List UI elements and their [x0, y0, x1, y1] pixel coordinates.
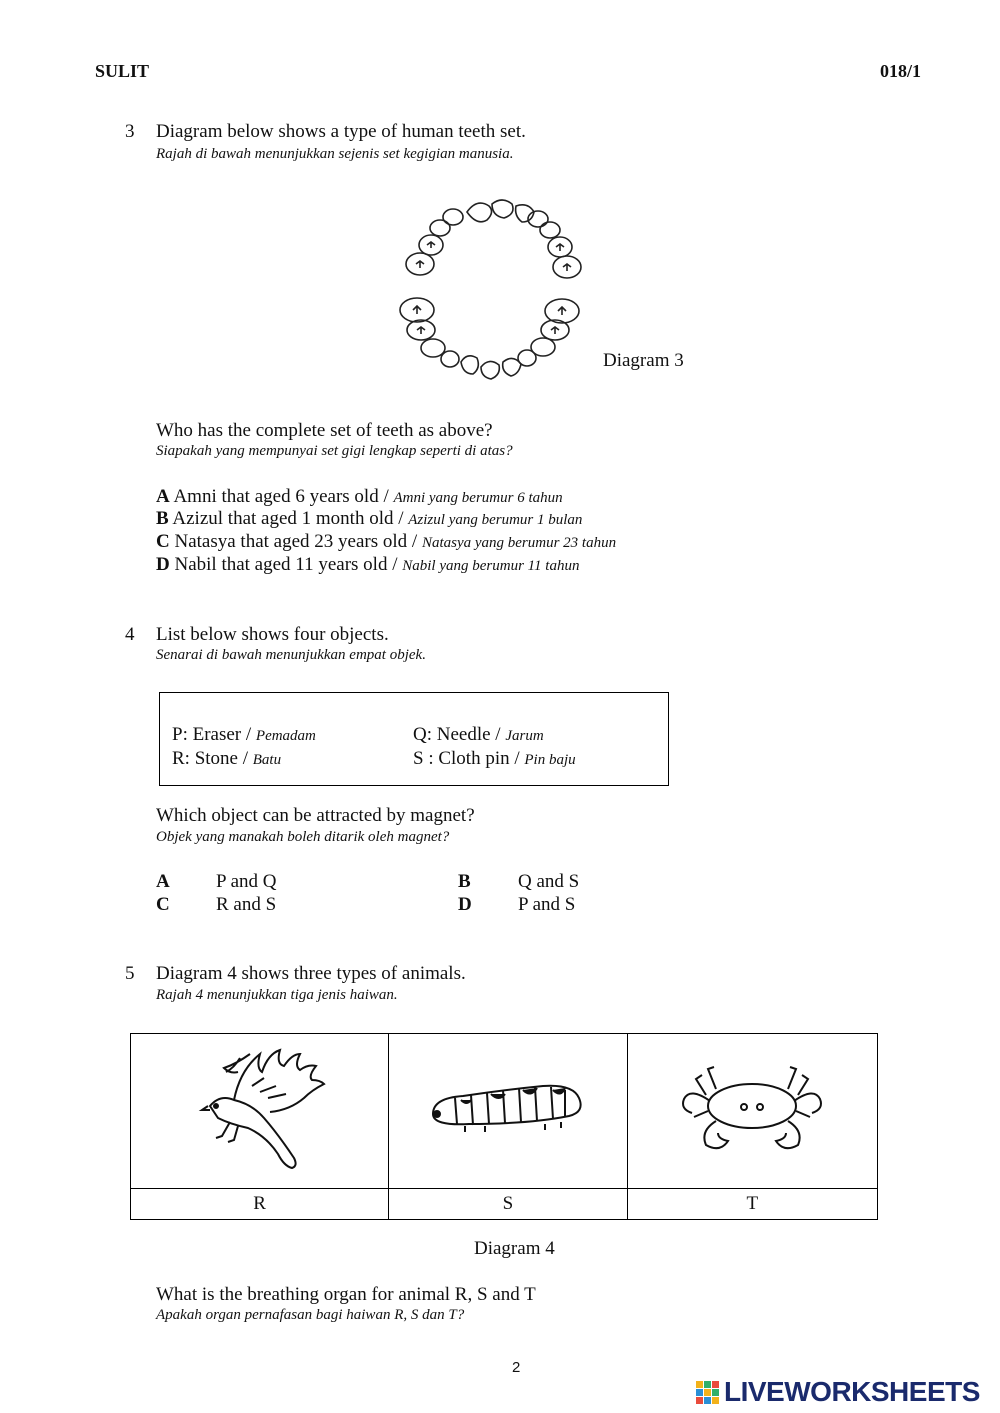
q4-question-my: Objek yang manakah boleh ditarik oleh magnet?: [156, 829, 450, 845]
page-number: 2: [512, 1359, 521, 1376]
diagram-3-label: Diagram 3: [603, 350, 684, 371]
object-q: [413, 724, 544, 746]
option-letter: D: [156, 554, 170, 575]
logo-mark-icon: [696, 1381, 720, 1405]
object-text-en: S : Cloth pin /: [413, 748, 525, 769]
header-right: 018/1: [880, 61, 922, 81]
q4-question-en: Which object can be attracted by magnet?: [156, 805, 475, 826]
q3-stem-en: Diagram below shows a type of human teeth set.: [156, 121, 526, 142]
q3-stem-my: Rajah di bawah menunjukkan sejenis set kegigian manusia.: [156, 146, 514, 162]
header-left: SULIT: [95, 61, 150, 81]
q3-option-b[interactable]: [156, 508, 582, 530]
option-text-en: Nabil that aged 11 years old /: [174, 554, 403, 575]
q5-number: 5: [125, 963, 135, 984]
object-text-my: Batu: [252, 752, 282, 768]
upper-teeth: [406, 200, 581, 278]
object-text-my: Pemadam: [255, 728, 316, 744]
object-r: [172, 748, 281, 770]
q4-option-d[interactable]: [458, 894, 576, 916]
q4-option-a[interactable]: [156, 871, 277, 893]
option-text-en: Amni that aged 6 years old /: [173, 486, 394, 507]
logo-text: LIVEWORKSHEETS: [724, 1376, 980, 1407]
animal-label-r: R: [131, 1189, 389, 1220]
option-text: P and S: [518, 894, 576, 915]
diagram-4-label: Diagram 4: [474, 1238, 555, 1259]
q3-option-d[interactable]: [156, 554, 579, 576]
animals-label-row: [131, 1189, 878, 1220]
option-text-en: Natasya that aged 23 years old /: [174, 531, 422, 552]
q3-option-a[interactable]: [156, 486, 563, 508]
caterpillar-icon: [425, 1074, 590, 1144]
q3-option-c[interactable]: [156, 531, 616, 553]
option-letter: D: [458, 894, 472, 915]
option-text-my: Natasya yang berumur 23 tahun: [421, 535, 617, 551]
animal-label-s: S: [389, 1189, 628, 1220]
teeth-diagram: [395, 192, 590, 387]
q3-question-my: Siapakah yang mempunyai set gigi lengkap seperti di atas?: [156, 443, 513, 459]
object-s: [413, 748, 576, 770]
animal-label-t: T: [627, 1189, 877, 1220]
q5-stem-my: Rajah 4 menunjukkan tiga jenis haiwan.: [156, 987, 398, 1003]
q5-stem-en: Diagram 4 shows three types of animals.: [156, 963, 466, 984]
q4-option-b[interactable]: [458, 871, 580, 893]
option-text-en: Azizul that aged 1 month old /: [172, 508, 409, 529]
option-letter: A: [156, 486, 170, 507]
bird-icon: [190, 1046, 330, 1171]
option-letter: B: [458, 871, 471, 892]
q5-question-my: Apakah organ pernafasan bagi haiwan R, S dan T?: [156, 1307, 465, 1323]
q4-stem-en: List below shows four objects.: [156, 624, 389, 645]
animal-s-cell: [389, 1034, 628, 1189]
option-letter: C: [156, 894, 170, 915]
crab-icon: [680, 1061, 825, 1156]
q4-option-c[interactable]: [156, 894, 277, 916]
object-text-my: Jarum: [505, 728, 544, 744]
object-text-my: Pin baju: [524, 752, 576, 768]
option-letter: B: [156, 508, 169, 529]
object-p: [172, 724, 316, 746]
option-text: P and Q: [216, 871, 277, 892]
animal-t-cell: [627, 1034, 877, 1189]
q3-question-en: Who has the complete set of teeth as above?: [156, 420, 493, 441]
q3-number: 3: [125, 121, 135, 142]
object-text-en: R: Stone /: [172, 748, 253, 769]
option-letter: C: [156, 531, 170, 552]
option-text: Q and S: [518, 871, 580, 892]
object-text-en: P: Eraser /: [172, 724, 256, 745]
option-letter: A: [156, 871, 170, 892]
option-text-my: Azizul yang berumur 1 bulan: [408, 512, 583, 528]
animals-table: [130, 1033, 878, 1220]
q5-question-en: What is the breathing organ for animal R, S and T: [156, 1284, 536, 1305]
option-text-my: Nabil yang berumur 11 tahun: [402, 558, 580, 574]
option-text: R and S: [216, 894, 277, 915]
liveworksheets-logo: [696, 1376, 996, 1408]
q4-stem-my: Senarai di bawah menunjukkan empat objek.: [156, 647, 426, 663]
q4-number: 4: [125, 624, 135, 645]
animal-r-cell: [131, 1034, 389, 1189]
lower-teeth: [400, 298, 579, 379]
option-text-my: Amni yang berumur 6 tahun: [393, 490, 563, 506]
object-text-en: Q: Needle /: [413, 724, 506, 745]
animals-image-row: [131, 1034, 878, 1189]
